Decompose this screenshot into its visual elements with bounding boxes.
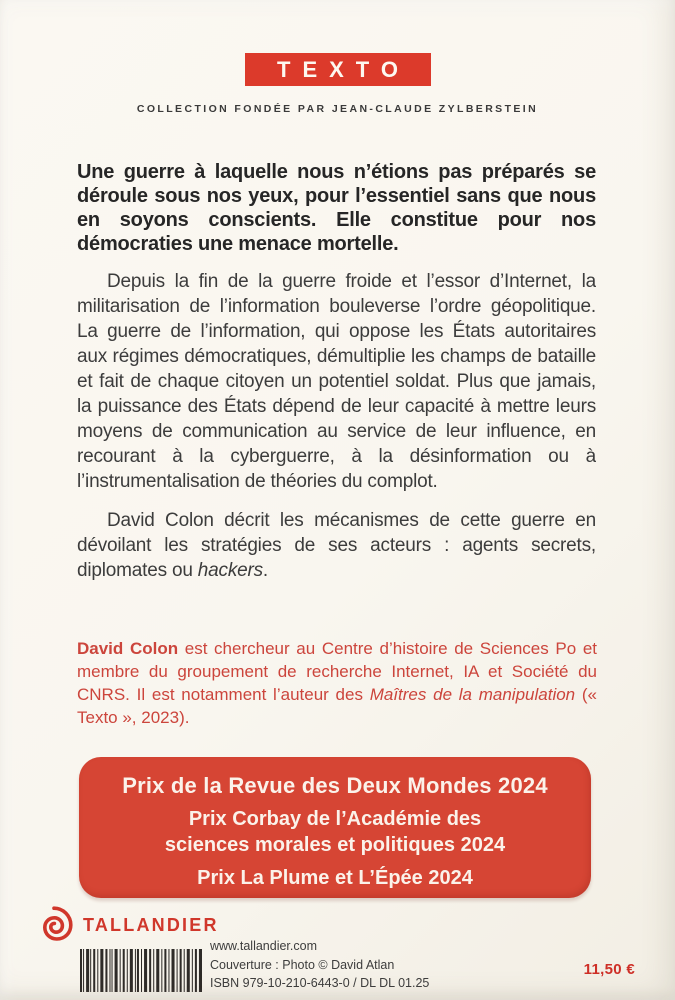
awards-box [79,757,591,898]
author-name: David Colon [77,639,179,658]
blurb-paragraph-2-italic: hackers [197,560,263,581]
blurb-paragraph-2 [77,508,596,583]
publisher-website: www.tallandier.com [210,939,317,953]
publisher-name: TALLANDIER [83,914,219,935]
author-bio-end: (« Texto », 2023). [77,685,597,727]
blurb-paragraph-2-period: . [262,560,269,581]
imprint-block [210,937,429,993]
price-label: 11,50 € [583,961,635,978]
collection-badge [245,53,431,86]
author-bio-text: est chercheur au Centre d’histoire de Sciences Po et membre du groupement de recherche Internet, IA et Société du CNRS. Il est notamment l’auteur des [77,639,597,704]
cover-credit: Couverture : Photo © David Atlan [210,957,395,972]
award-line-2b: sciences morales et politiques 2024 [164,834,506,856]
blurb-paragraph-1: Depuis la fin de la guerre froide et l’essor d’Internet, la militarisation de l’information bouleverse l’ordre géopolitique. La guerre de l’information, qui oppose les États autoritaires aux régimes démocratiques, démultiplie les champs de bataille et fait de chaque citoyen un potentiel soldat. Plus que jamais, la puissance des États dépend de leur capacité à mettre leurs moyens de communication au service de leur influence, en recourant à la cyberguerre, à la désinformation ou à l’instrumentalisation de théories du complot. [77,271,596,492]
back-cover-blurb [77,160,596,622]
award-line-2a: Prix Corbay de l’Académie des [188,808,482,830]
author-bio-book-title: Maîtres de la manipulation [369,685,576,704]
collection-badge-label: TEXTO [277,56,410,82]
barcode [80,949,202,992]
blurb-paragraph-2-text: David Colon décrit les mécanismes de cette guerre en dévoilant les stratégies de ses acteurs : agents secrets, diplomates ou [77,510,596,581]
award-line-1: Prix de la Revue des Deux Mondes 2024 [122,773,548,798]
isbn-line: ISBN 979-10-210-6443-0 / DL DL 01.25 [210,976,430,990]
blurb-intro: Une guerre à laquelle nous n’étions pas préparés se déroule sous nos yeux, pour l’essentiel sans que nous en soyons conscients. Elle constitue pour nos démocraties une menace mortelle. [77,161,596,255]
collection-founder-line: COLLECTION FONDÉE PAR JEAN-CLAUDE ZYLBERSTEIN [136,103,539,115]
tallandier-spiral-icon [34,905,74,945]
award-line-2 [79,806,591,858]
author-bio-note [77,637,597,729]
publisher-logo [34,905,219,945]
award-line-3: Prix La Plume et L’Épée 2024 [197,867,473,889]
